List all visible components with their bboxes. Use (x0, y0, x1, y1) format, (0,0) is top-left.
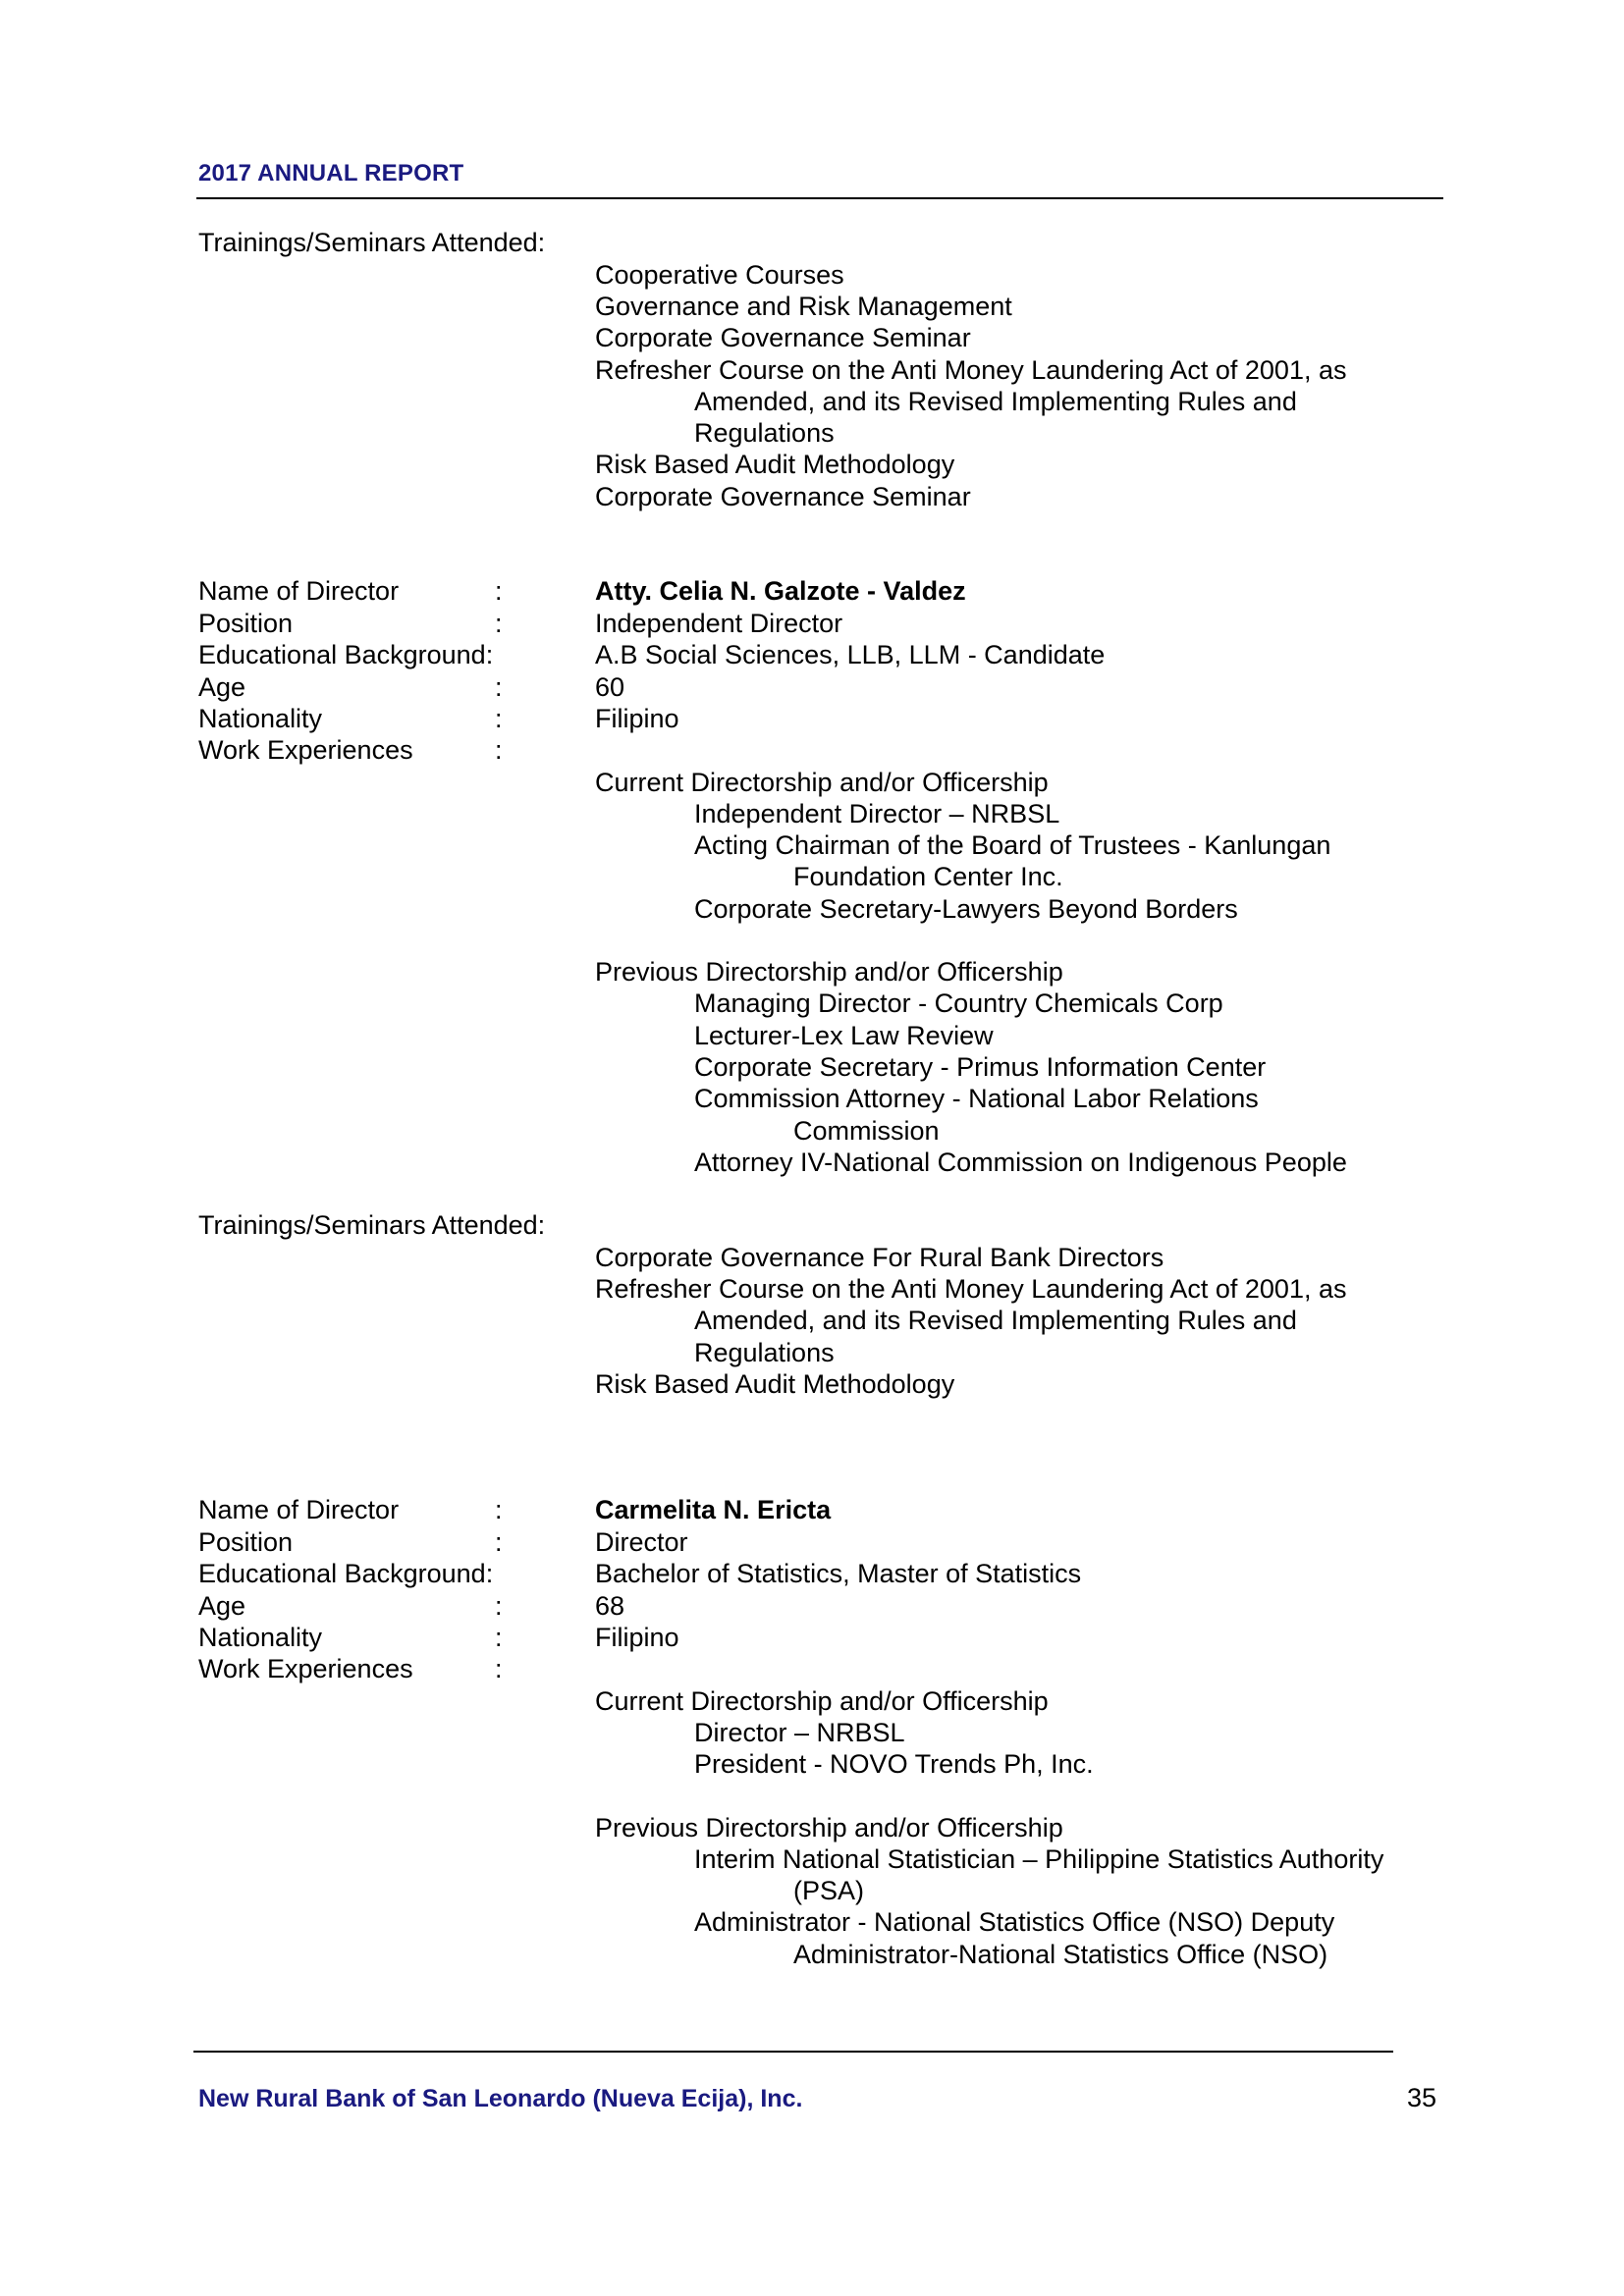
director-education: Bachelor of Statistics, Master of Statistics (595, 1559, 1082, 1588)
label-colon: : (495, 672, 503, 702)
training-item: Governance and Risk Management (595, 292, 1012, 321)
previous-directorship-item: Lecturer-Lex Law Review (694, 1021, 994, 1050)
previous-directorship-item: Interim National Statistician – Philippine Statistics Authority (694, 1844, 1384, 1874)
label-colon: : (495, 1527, 503, 1557)
footer-divider (193, 2051, 1393, 2053)
trainings-label: Trainings/Seminars Attended: (198, 228, 546, 257)
current-directorship-item: Corporate Secretary-Lawyers Beyond Borders (694, 894, 1238, 924)
previous-directorship-item: Corporate Secretary - Primus Information Center (694, 1052, 1267, 1082)
label-educational-background: Educational Background: (198, 640, 494, 669)
label-name-of-director: Name of Director (198, 1495, 400, 1524)
current-directorship-item: Director – NRBSL (694, 1718, 905, 1747)
previous-directorship-item: Managing Director - Country Chemicals Corp (694, 988, 1223, 1018)
current-directorship-item-continuation: Foundation Center Inc. (793, 862, 1063, 891)
training-item: Corporate Governance For Rural Bank Directors (595, 1243, 1164, 1272)
label-work-experiences: Work Experiences (198, 735, 413, 765)
current-directorship-item: Independent Director – NRBSL (694, 799, 1060, 828)
director-position: Independent Director (595, 609, 843, 638)
previous-directorship-heading: Previous Directorship and/or Officership (595, 1813, 1063, 1842)
training-item: Corporate Governance Seminar (595, 323, 971, 352)
training-item: Risk Based Audit Methodology (595, 450, 955, 479)
current-directorship-heading: Current Directorship and/or Officership (595, 1686, 1049, 1716)
previous-directorship-item: Administrator - National Statistics Office (NSO) Deputy (694, 1907, 1335, 1937)
label-colon: : (495, 1623, 503, 1652)
current-directorship-heading: Current Directorship and/or Officership (595, 768, 1049, 797)
director-age: 60 (595, 672, 625, 702)
label-colon: : (495, 609, 503, 638)
label-educational-background: Educational Background: (198, 1559, 494, 1588)
label-colon: : (495, 1591, 503, 1621)
previous-directorship-heading: Previous Directorship and/or Officership (595, 957, 1063, 987)
training-item: Risk Based Audit Methodology (595, 1369, 955, 1399)
training-item: Refresher Course on the Anti Money Laundering Act of 2001, as (595, 355, 1347, 385)
previous-directorship-item-continuation: Commission (793, 1116, 940, 1146)
footer-bank-name: New Rural Bank of San Leonardo (Nueva Ecija), Inc. (198, 2085, 803, 2112)
label-colon: : (495, 576, 503, 606)
label-age: Age (198, 672, 246, 702)
previous-directorship-item-continuation: Administrator-National Statistics Office (NSO) (793, 1940, 1328, 1969)
label-colon: : (495, 1495, 503, 1524)
director-nationality: Filipino (595, 704, 679, 733)
training-item-continuation: Amended, and its Revised Implementing Rules and (694, 1306, 1297, 1335)
training-item: Corporate Governance Seminar (595, 482, 971, 511)
previous-directorship-item: Attorney IV-National Commission on Indigenous People (694, 1148, 1347, 1177)
report-title: 2017 ANNUAL REPORT (198, 160, 464, 187)
label-nationality: Nationality (198, 1623, 323, 1652)
label-colon: : (495, 1654, 503, 1683)
label-position: Position (198, 609, 294, 638)
director-education: A.B Social Sciences, LLB, LLM - Candidate (595, 640, 1106, 669)
label-work-experiences: Work Experiences (198, 1654, 413, 1683)
training-item-continuation: Regulations (694, 418, 835, 448)
previous-directorship-item-continuation: (PSA) (793, 1876, 865, 1905)
label-position: Position (198, 1527, 294, 1557)
current-directorship-item: Acting Chairman of the Board of Trustees - Kanlungan (694, 830, 1331, 860)
label-colon: : (495, 704, 503, 733)
trainings-label: Trainings/Seminars Attended: (198, 1210, 546, 1240)
director-name: Carmelita N. Ericta (595, 1495, 832, 1524)
header-divider (196, 197, 1443, 199)
label-colon: : (495, 735, 503, 765)
training-item: Cooperative Courses (595, 260, 844, 290)
current-directorship-item: President - NOVO Trends Ph, Inc. (694, 1749, 1094, 1779)
director-age: 68 (595, 1591, 625, 1621)
previous-directorship-item: Commission Attorney - National Labor Relations (694, 1084, 1259, 1113)
training-item: Refresher Course on the Anti Money Laundering Act of 2001, as (595, 1274, 1347, 1304)
director-position: Director (595, 1527, 688, 1557)
training-item-continuation: Amended, and its Revised Implementing Rules and (694, 387, 1297, 416)
page-number: 35 (1407, 2083, 1437, 2112)
director-nationality: Filipino (595, 1623, 679, 1652)
director-name: Atty. Celia N. Galzote - Valdez (595, 576, 966, 606)
label-age: Age (198, 1591, 246, 1621)
label-name-of-director: Name of Director (198, 576, 400, 606)
training-item-continuation: Regulations (694, 1338, 835, 1367)
label-nationality: Nationality (198, 704, 323, 733)
